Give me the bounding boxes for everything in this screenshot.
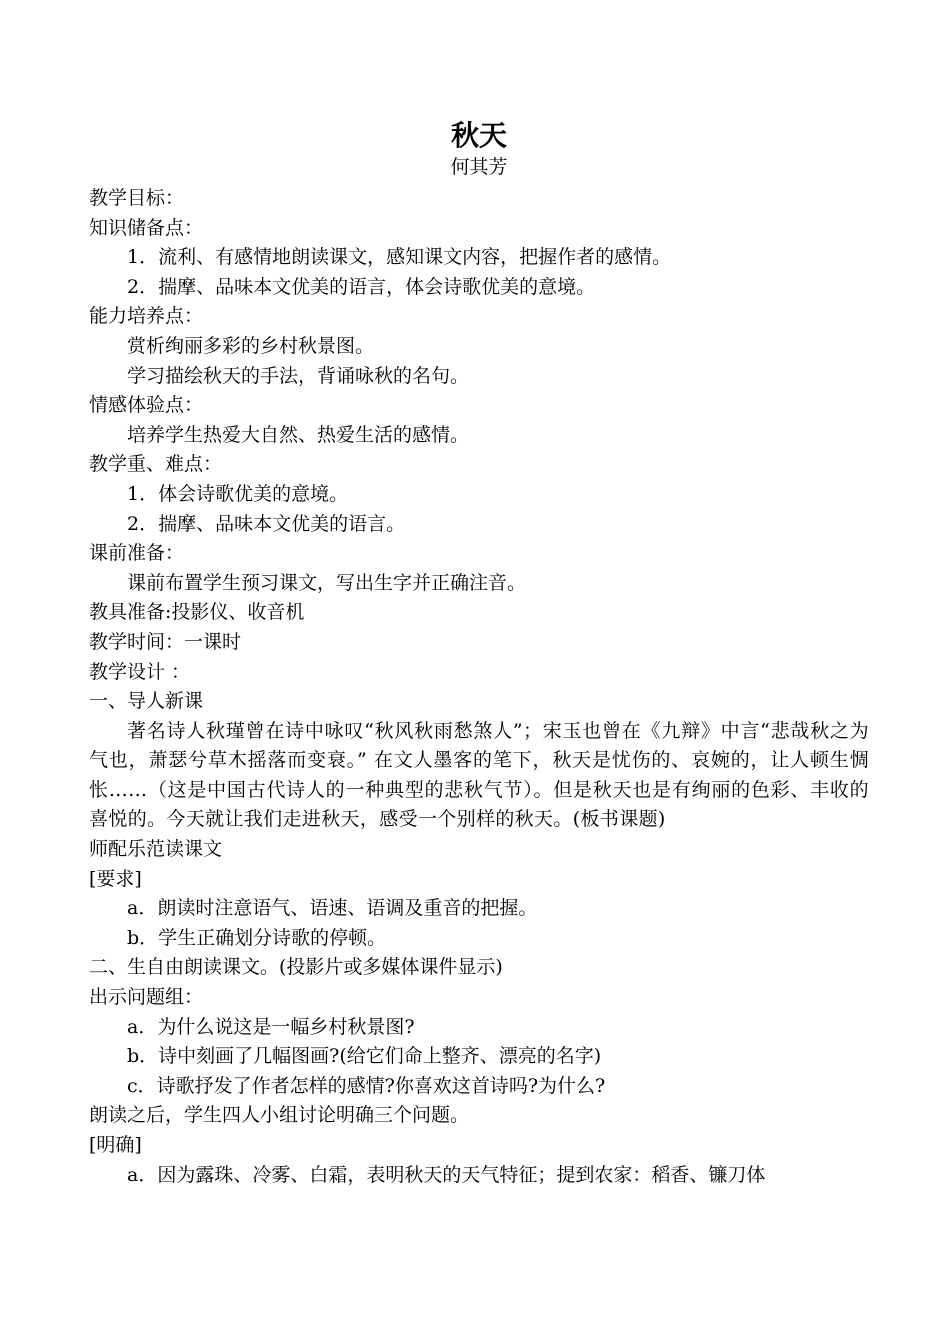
text-line: 2．揣摩、品味本文优美的语言。	[127, 512, 406, 535]
text-line: 1．体会诗歌优美的意境。	[127, 482, 349, 505]
document-title: 秋天	[450, 119, 507, 152]
text-line: b．学生正确划分诗歌的停顿。	[127, 926, 387, 949]
text-line: 教学目标：	[89, 187, 185, 209]
text-line: 教学重、难点：	[89, 453, 223, 476]
text-line: 能力培养点：	[89, 305, 204, 328]
text-line: 二、生自由朗读课文。(投影片或多媒体课件显示)	[89, 956, 503, 979]
document-author: 何其芳	[450, 156, 508, 178]
text-line: 教具准备:投影仪、收音机	[89, 601, 305, 624]
text-line: 出示问题组：	[89, 986, 204, 1009]
text-line: 赏析绚丽多彩的乡村秋景图。	[127, 334, 375, 357]
intro-paragraph: 著名诗人秋瑾曾在诗中咏叹“秋风秋雨愁煞人”；宋玉也曾在《九辩》中言“悲哉秋之为气也，萧瑟兮草木摇落而变衰。” 在文人墨客的笔下，秋天是忧伤的、哀婉的，让人顿生惆怅……（这是中国古代诗人的一种典型的悲秋气节）。但是秋天也是有绚丽的色彩、丰收的喜悦的。今天就让我们走进秋天，感受一个别样的秋天。(板书课题)	[89, 719, 869, 831]
text-line: b．诗中刻画了几幅图画?(给它们命上整齐、漂亮的名字)	[127, 1045, 602, 1068]
text-line: a．朗读时注意语气、语速、语调及重音的把握。	[127, 897, 538, 920]
text-line: 教学设计 ：	[89, 660, 191, 683]
text-line: a．为什么说这是一幅乡村秋景图?	[127, 1015, 415, 1038]
text-line: 师配乐范读课文	[89, 838, 223, 861]
text-line: c．诗歌抒发了作者怎样的感情?你喜欢这首诗吗?为什么?	[127, 1074, 606, 1097]
text-line: 一、导人新课	[89, 690, 204, 713]
text-line: a．因为露珠、冷雾、白霜，表明秋天的天气特征；提到农家：稻香、镰刀体	[127, 1163, 766, 1186]
text-line: 培养学生热爱大自然、热爱生活的感情。	[127, 423, 470, 446]
text-line: 朗读之后，学生四人小组讨论明确三个问题。	[89, 1104, 470, 1127]
text-line: 学习描绘秋天的手法，背诵咏秋的名句。	[127, 364, 470, 387]
text-line: 2．揣摩、品味本文优美的语言，体会诗歌优美的意境。	[127, 275, 596, 298]
text-line: 情感体验点：	[89, 394, 204, 417]
text-line: 课前准备：	[89, 542, 185, 565]
text-line: 1．流利、有感情地朗读课文，感知课文内容，把握作者的感情。	[127, 246, 672, 269]
text-line: 课前布置学生预习课文，写出生字并正确注音。	[127, 571, 527, 594]
lesson-plan-lines	[89, 184, 869, 717]
document-page	[89, 118, 869, 1190]
text-line: 教学时间：一课时	[89, 630, 242, 653]
text-line: [要求]	[89, 867, 142, 890]
lesson-plan-lines-continued	[89, 835, 869, 1190]
text-line: [明确]	[89, 1134, 142, 1156]
text-line: 知识储备点：	[89, 216, 204, 239]
